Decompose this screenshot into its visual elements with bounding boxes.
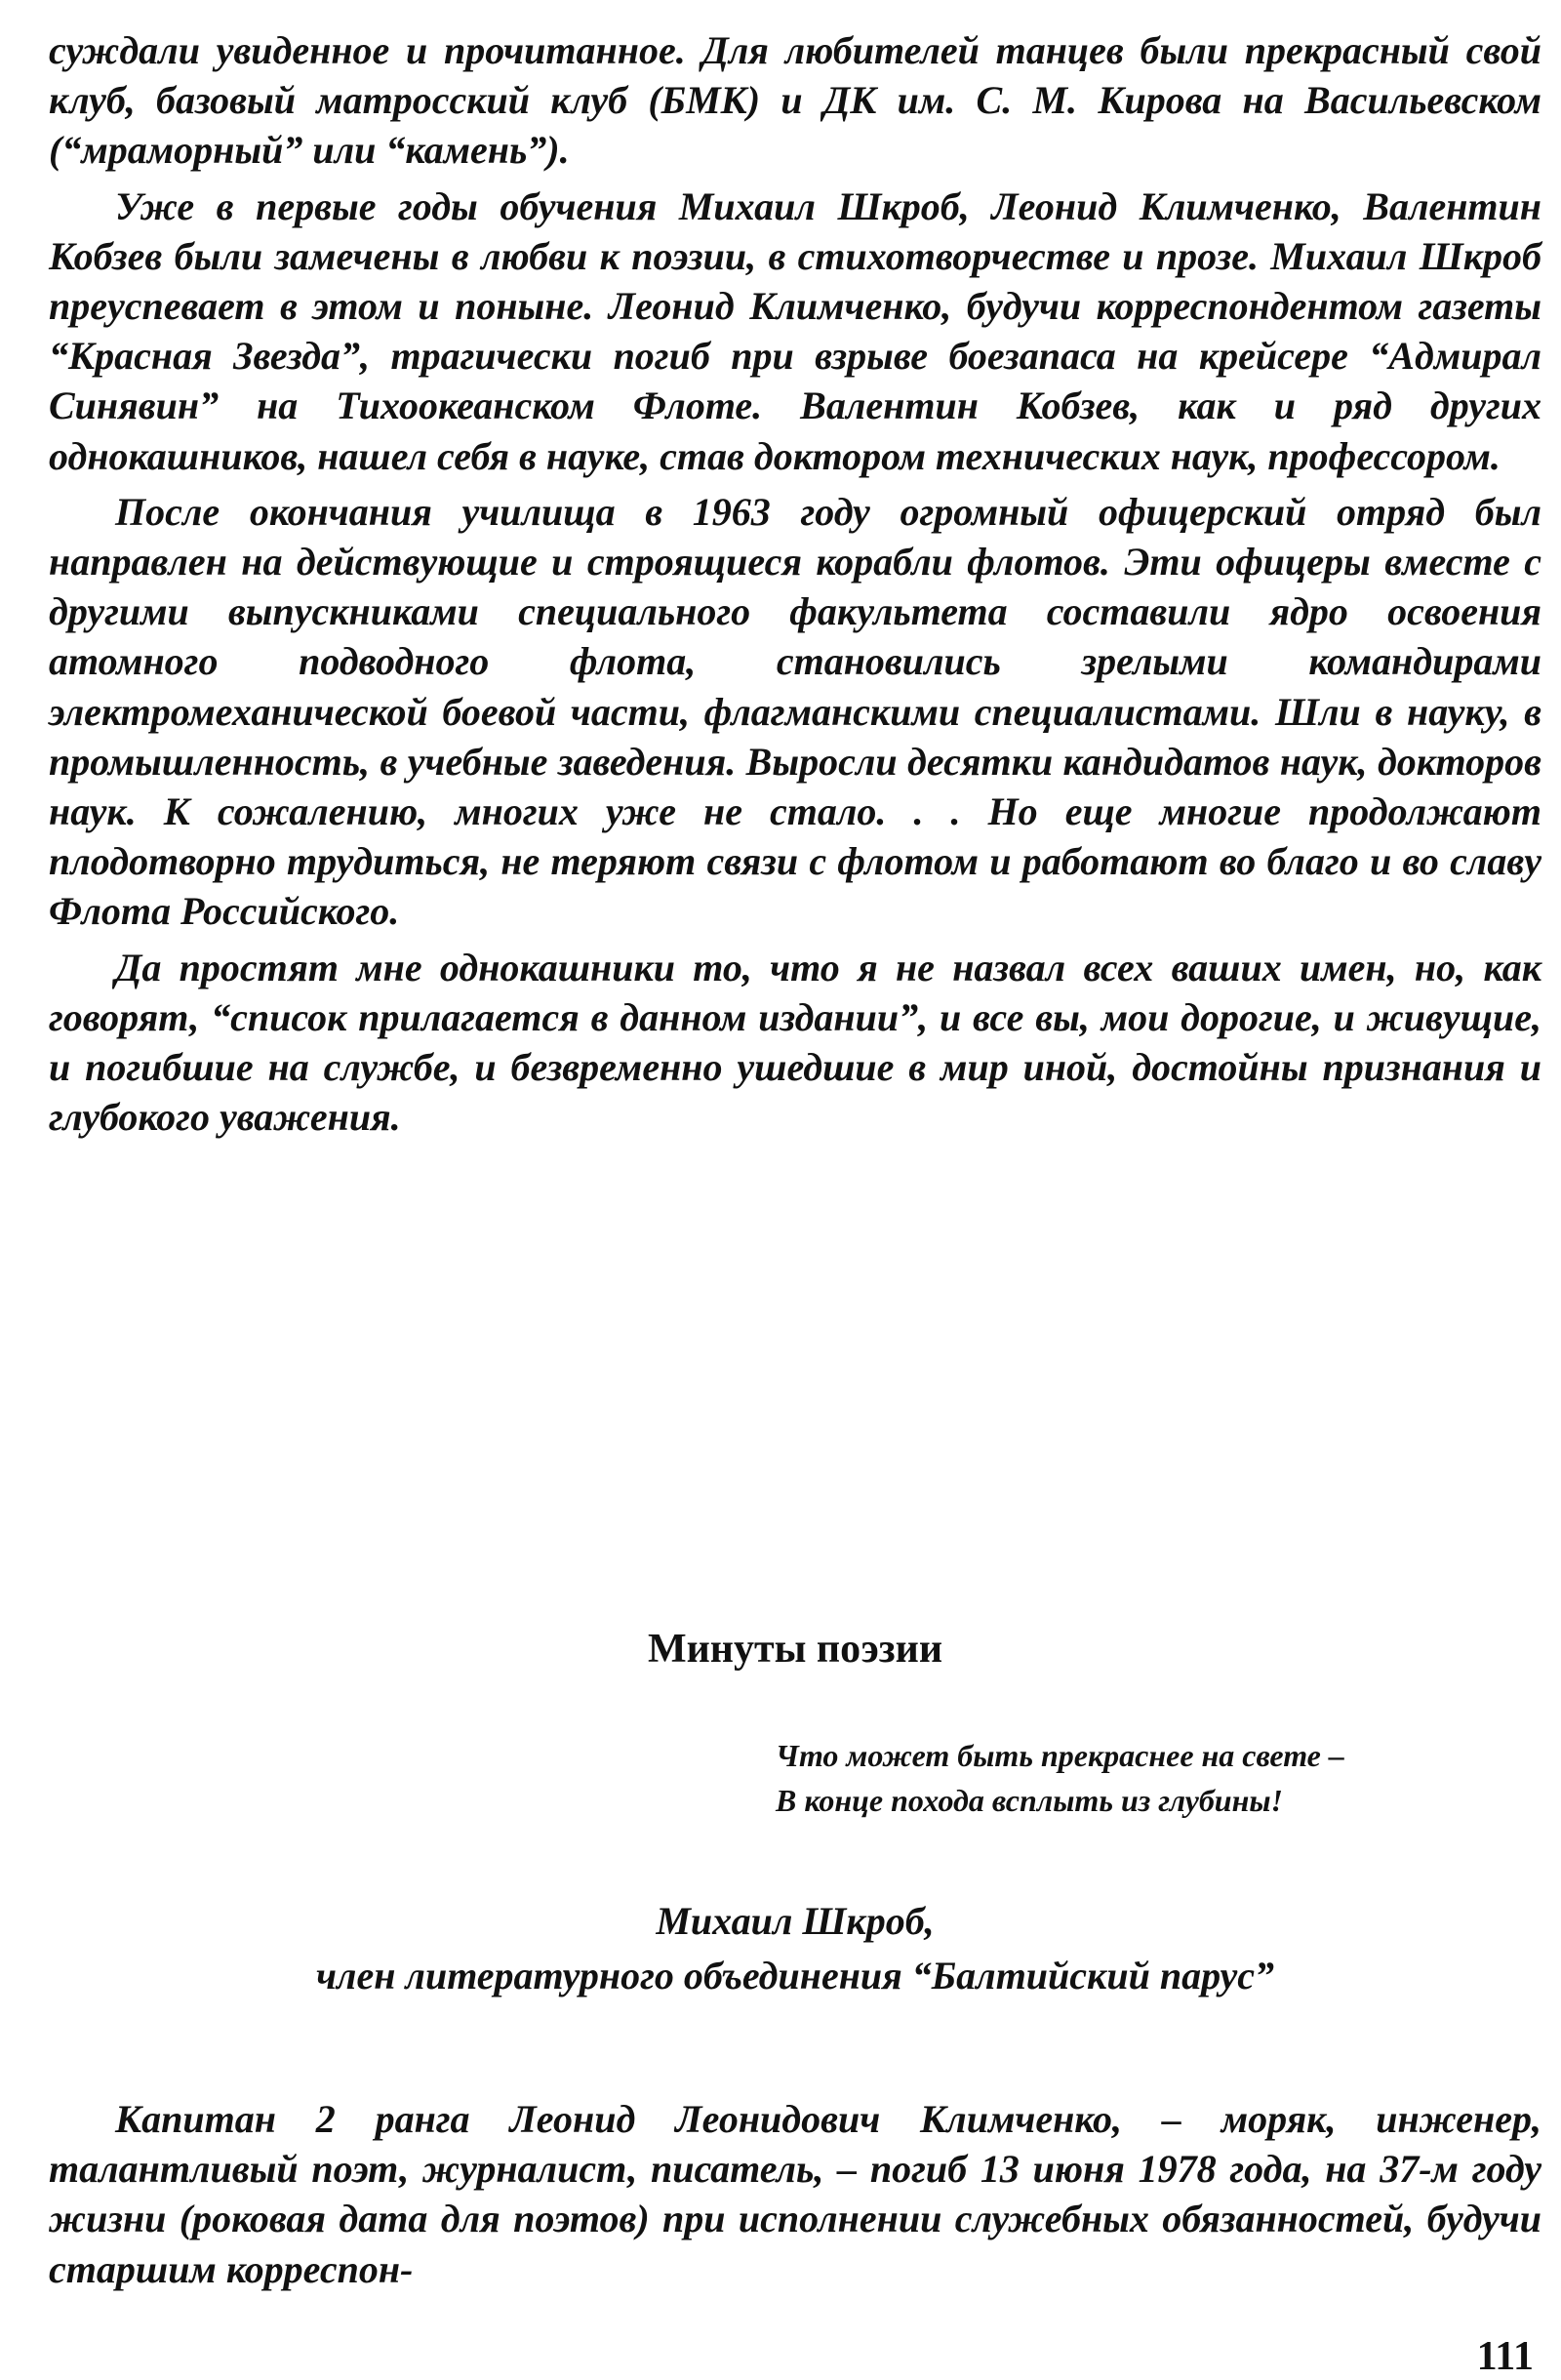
author-affiliation: член литературного объединения “Балтийский парус” (315, 1954, 1275, 1997)
body-text (49, 25, 1541, 1148)
paragraph-after-graduation: После окончания училища в 1963 году огромный офицерский отряд был направлен на действующие и строящиеся корабли флотов. Эти офицеры вместе с другими выпускниками специального факультета составили ядро освоения атомного подводного флота, становились зрелыми командирами электромеханической боевой части, флагманскими специалистами. Шли в науку, в промышленность, в учебные заведения. Выросли десятки кандидатов наук, докторов наук. К сожалению, многих уже не стало. . . Но еще многие продолжают плодотворно трудиться, не теряют связи с флотом и работают во благо и во славу Флота Российского. (49, 489, 1541, 934)
epigraph-line-2: В конце похода всплыть из глубины! (776, 1783, 1283, 1818)
author-name: Михаил Шкроб, (656, 1899, 935, 1943)
paragraph-students-poetry: Уже в первые годы обучения Михаил Шкроб, Леонид Климченко, Валентин Кобзев были замечены в любви к поэзии, в стихотворчестве и прозе. Михаил Шкроб преуспевает в этом и поныне. Леонид Климченко, будучи корреспондентом газеты “Красная Звезда”, трагически погиб при взрыве боезапаса на крейсере “Адмирал Синявин” на Тихоокеанском Флоте. Валентин Кобзев, как и ряд других однокашников, нашел себя в науке, став доктором технических наук, профессором. (49, 183, 1541, 478)
paragraph-classmates: Да простят мне однокашники то, что я не назвал всех ваших имен, но, как говорят, “список прилагается в данном издании”, и все вы, мои дорогие, и живущие, и погибшие на службе, и безвременно ушедшие в мир иной, достойны признания и глубокого уважения. (49, 945, 1541, 1140)
final-paragraph: Капитан 2 ранга Леонид Леонидович Климченко, – моряк, инженер, талантливый поэт, журналист, писатель, – погиб 13 июня 1978 года, на 37-м году жизни (роковая дата для поэтов) при исполнении служебных обязанностей, будучи старшим корреспон- (49, 2097, 1541, 2291)
section-heading: Минуты поэзии (647, 1627, 943, 1672)
paragraph-continuation: суждали увиденное и прочитанное. Для любителей танцев были прекрасный свой клуб, базовый матросский клуб (БМК) и ДК им. С. М. Кирова на Васильевском (“мраморный” или “камень”). (49, 28, 1541, 173)
author-block (49, 1894, 1541, 2003)
page-number: 111 (1476, 2334, 1534, 2379)
epigraph (776, 1733, 1556, 1823)
epigraph-line-1: Что может быть прекраснее на свете – (776, 1738, 1344, 1773)
book-page (49, 25, 1541, 2379)
